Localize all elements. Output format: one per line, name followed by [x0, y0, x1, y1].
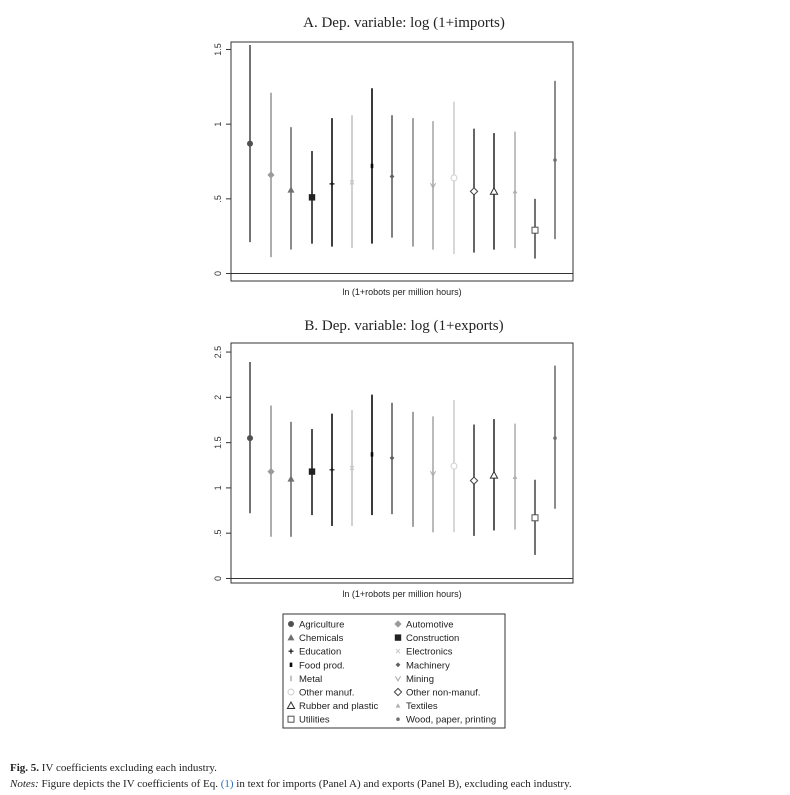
legend-label: Rubber and plastic: [299, 701, 379, 713]
y-tick-label: 0: [213, 575, 223, 581]
notes-post: in text for imports (Panel A) and exports (Panel B), excluding each industry.: [236, 778, 572, 790]
legend-marker-other-manuf: [288, 689, 294, 695]
point-construction: [309, 468, 315, 474]
y-tick-label: 2: [213, 394, 223, 400]
legend-label: Electronics: [406, 646, 453, 658]
legend-marker-utilities: [288, 716, 294, 722]
figure-notes: [10, 778, 572, 790]
y-tick-label: 1: [213, 485, 223, 491]
legend-label: Chemicals: [299, 633, 344, 645]
legend-marker-agriculture: [288, 621, 294, 627]
legend-marker-wood-paper-printing: [396, 717, 400, 721]
point-other-manuf: [451, 175, 457, 181]
y-tick-label: .5: [213, 529, 223, 537]
legend: [283, 614, 505, 728]
legend-label: Agriculture: [299, 619, 345, 631]
legend-label: Education: [299, 646, 342, 658]
y-tick-label: 1: [213, 121, 223, 127]
point-other-manuf: [451, 463, 457, 469]
point-food-prod: [371, 452, 374, 456]
legend-label: Textiles: [406, 701, 438, 713]
legend-marker-food-prod: [290, 663, 293, 667]
point-utilities: [532, 515, 538, 521]
legend-label: Machinery: [406, 660, 450, 672]
legend-item-other-non-manuf: [394, 688, 480, 699]
x-axis-label: ln (1+robots per million hours): [342, 287, 462, 297]
legend-item-rubber-and-plastic: [287, 701, 378, 712]
legend-label: Utilities: [299, 714, 330, 726]
legend-label: Other non-manuf.: [406, 687, 481, 699]
panel-a: [213, 15, 573, 297]
y-tick-label: 0: [213, 271, 223, 277]
equation-link[interactable]: (1): [220, 778, 234, 790]
point-wood-paper-printing: [553, 158, 557, 162]
plot-frame: [231, 42, 573, 281]
panel-title: B. Dep. variable: log (1+exports): [304, 318, 504, 334]
x-axis-label: ln (1+robots per million hours): [342, 589, 462, 599]
y-tick-label: 1.5: [213, 436, 223, 449]
legend-label: Food prod.: [299, 660, 345, 672]
caption-title: IV coefficients excluding each industry.: [41, 762, 217, 774]
point-agriculture: [247, 435, 253, 441]
caption-label: Fig. 5.: [10, 762, 40, 774]
legend-item-wood-paper-printing: [396, 715, 496, 726]
point-agriculture: [247, 141, 253, 147]
panel-title: A. Dep. variable: log (1+imports): [303, 15, 505, 31]
legend-label: Wood, paper, printing: [406, 714, 497, 726]
notes-label: Notes:: [10, 778, 39, 790]
notes-pre: Figure depicts the IV coefficients of Eq.: [41, 778, 218, 790]
legend-marker-construction: [395, 634, 401, 640]
panel-b: [213, 318, 573, 599]
legend-label: Metal: [299, 673, 323, 685]
legend-label: Mining: [406, 673, 434, 685]
legend-label: Construction: [406, 633, 460, 645]
point-wood-paper-printing: [553, 436, 557, 440]
plot-frame: [231, 343, 573, 583]
legend-label: Other manuf.: [299, 687, 355, 699]
y-tick-label: 2.5: [213, 345, 223, 359]
point-construction: [309, 194, 315, 200]
y-tick-label: .5: [213, 195, 223, 203]
legend-label: Automotive: [406, 619, 454, 631]
y-tick-label: 1.5: [213, 43, 223, 56]
point-utilities: [532, 227, 538, 233]
figure-caption: [10, 762, 217, 774]
point-food-prod: [371, 164, 374, 168]
